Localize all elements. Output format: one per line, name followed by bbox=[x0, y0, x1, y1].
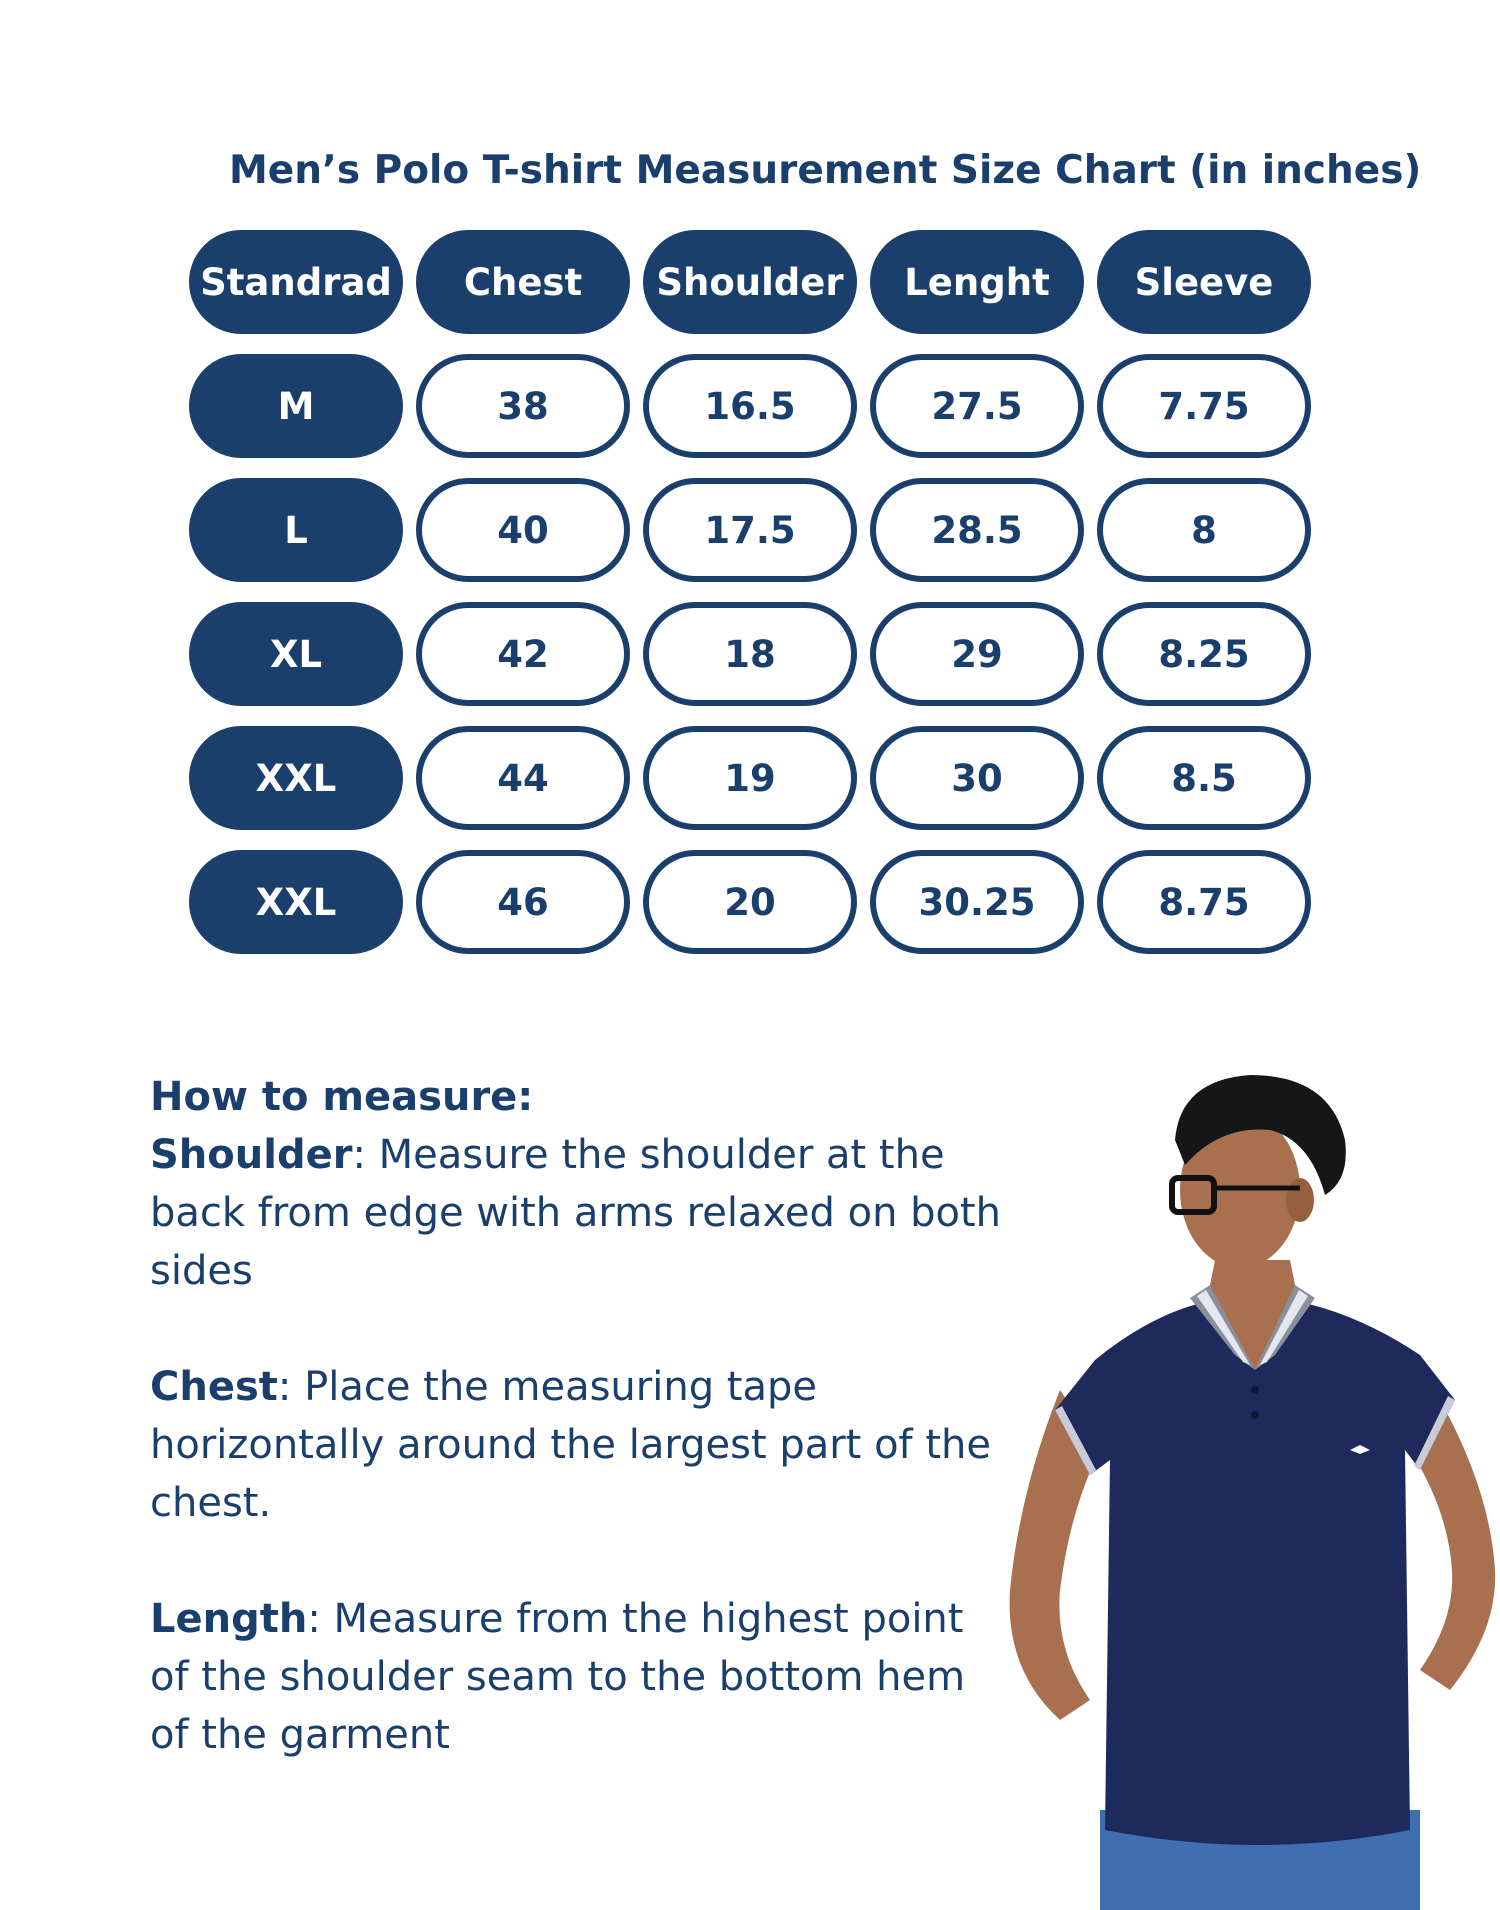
length-value: 29 bbox=[870, 602, 1084, 706]
instruction-term: Length bbox=[150, 1596, 308, 1642]
shoulder-value: 17.5 bbox=[643, 478, 857, 582]
length-value: 28.5 bbox=[870, 478, 1084, 582]
size-label: XXL bbox=[189, 850, 403, 954]
sleeve-value: 8.75 bbox=[1097, 850, 1311, 954]
model-photo bbox=[1000, 1070, 1500, 1910]
instructions-heading: How to measure: bbox=[150, 1074, 534, 1120]
sleeve-value: 8.5 bbox=[1097, 726, 1311, 830]
sleeve-value: 8.25 bbox=[1097, 602, 1311, 706]
header-sleeve: Sleeve bbox=[1097, 230, 1311, 334]
shoulder-instruction bbox=[150, 1126, 1010, 1300]
shoulder-value: 19 bbox=[643, 726, 857, 830]
size-label: XL bbox=[189, 602, 403, 706]
instruction-text: : Measure from the highest point of the shoulder seam to the bottom hem of the garment bbox=[150, 1596, 966, 1758]
page-title: Men’s Polo T-shirt Measurement Size Chart (in inches) bbox=[229, 148, 1422, 193]
chest-value: 40 bbox=[416, 478, 630, 582]
chest-value: 42 bbox=[416, 602, 630, 706]
sleeve-value: 8 bbox=[1097, 478, 1311, 582]
shoulder-value: 20 bbox=[643, 850, 857, 954]
instruction-text: : Measure the shoulder at the back from edge with arms relaxed on both sides bbox=[150, 1132, 1002, 1294]
shoulder-value: 16.5 bbox=[643, 354, 857, 458]
length-value: 27.5 bbox=[870, 354, 1084, 458]
header-shoulder: Shoulder bbox=[643, 230, 857, 334]
instruction-text: : Place the measuring tape horizontally around the largest part of the chest. bbox=[150, 1364, 991, 1526]
length-value: 30.25 bbox=[870, 850, 1084, 954]
size-label: M bbox=[189, 354, 403, 458]
header-length: Lenght bbox=[870, 230, 1084, 334]
chest-value: 46 bbox=[416, 850, 630, 954]
size-label: L bbox=[189, 478, 403, 582]
chest-value: 44 bbox=[416, 726, 630, 830]
length-instruction bbox=[150, 1590, 1010, 1764]
length-value: 30 bbox=[870, 726, 1084, 830]
header-standard: Standrad bbox=[189, 230, 403, 334]
sleeve-value: 7.75 bbox=[1097, 354, 1311, 458]
chest-instruction bbox=[150, 1358, 1010, 1532]
measurement-instructions bbox=[150, 1068, 1010, 1822]
instruction-term: Chest bbox=[150, 1364, 278, 1410]
chest-value: 38 bbox=[416, 354, 630, 458]
header-chest: Chest bbox=[416, 230, 630, 334]
shoulder-value: 18 bbox=[643, 602, 857, 706]
instruction-term: Shoulder bbox=[150, 1132, 353, 1178]
size-label: XXL bbox=[189, 726, 403, 830]
